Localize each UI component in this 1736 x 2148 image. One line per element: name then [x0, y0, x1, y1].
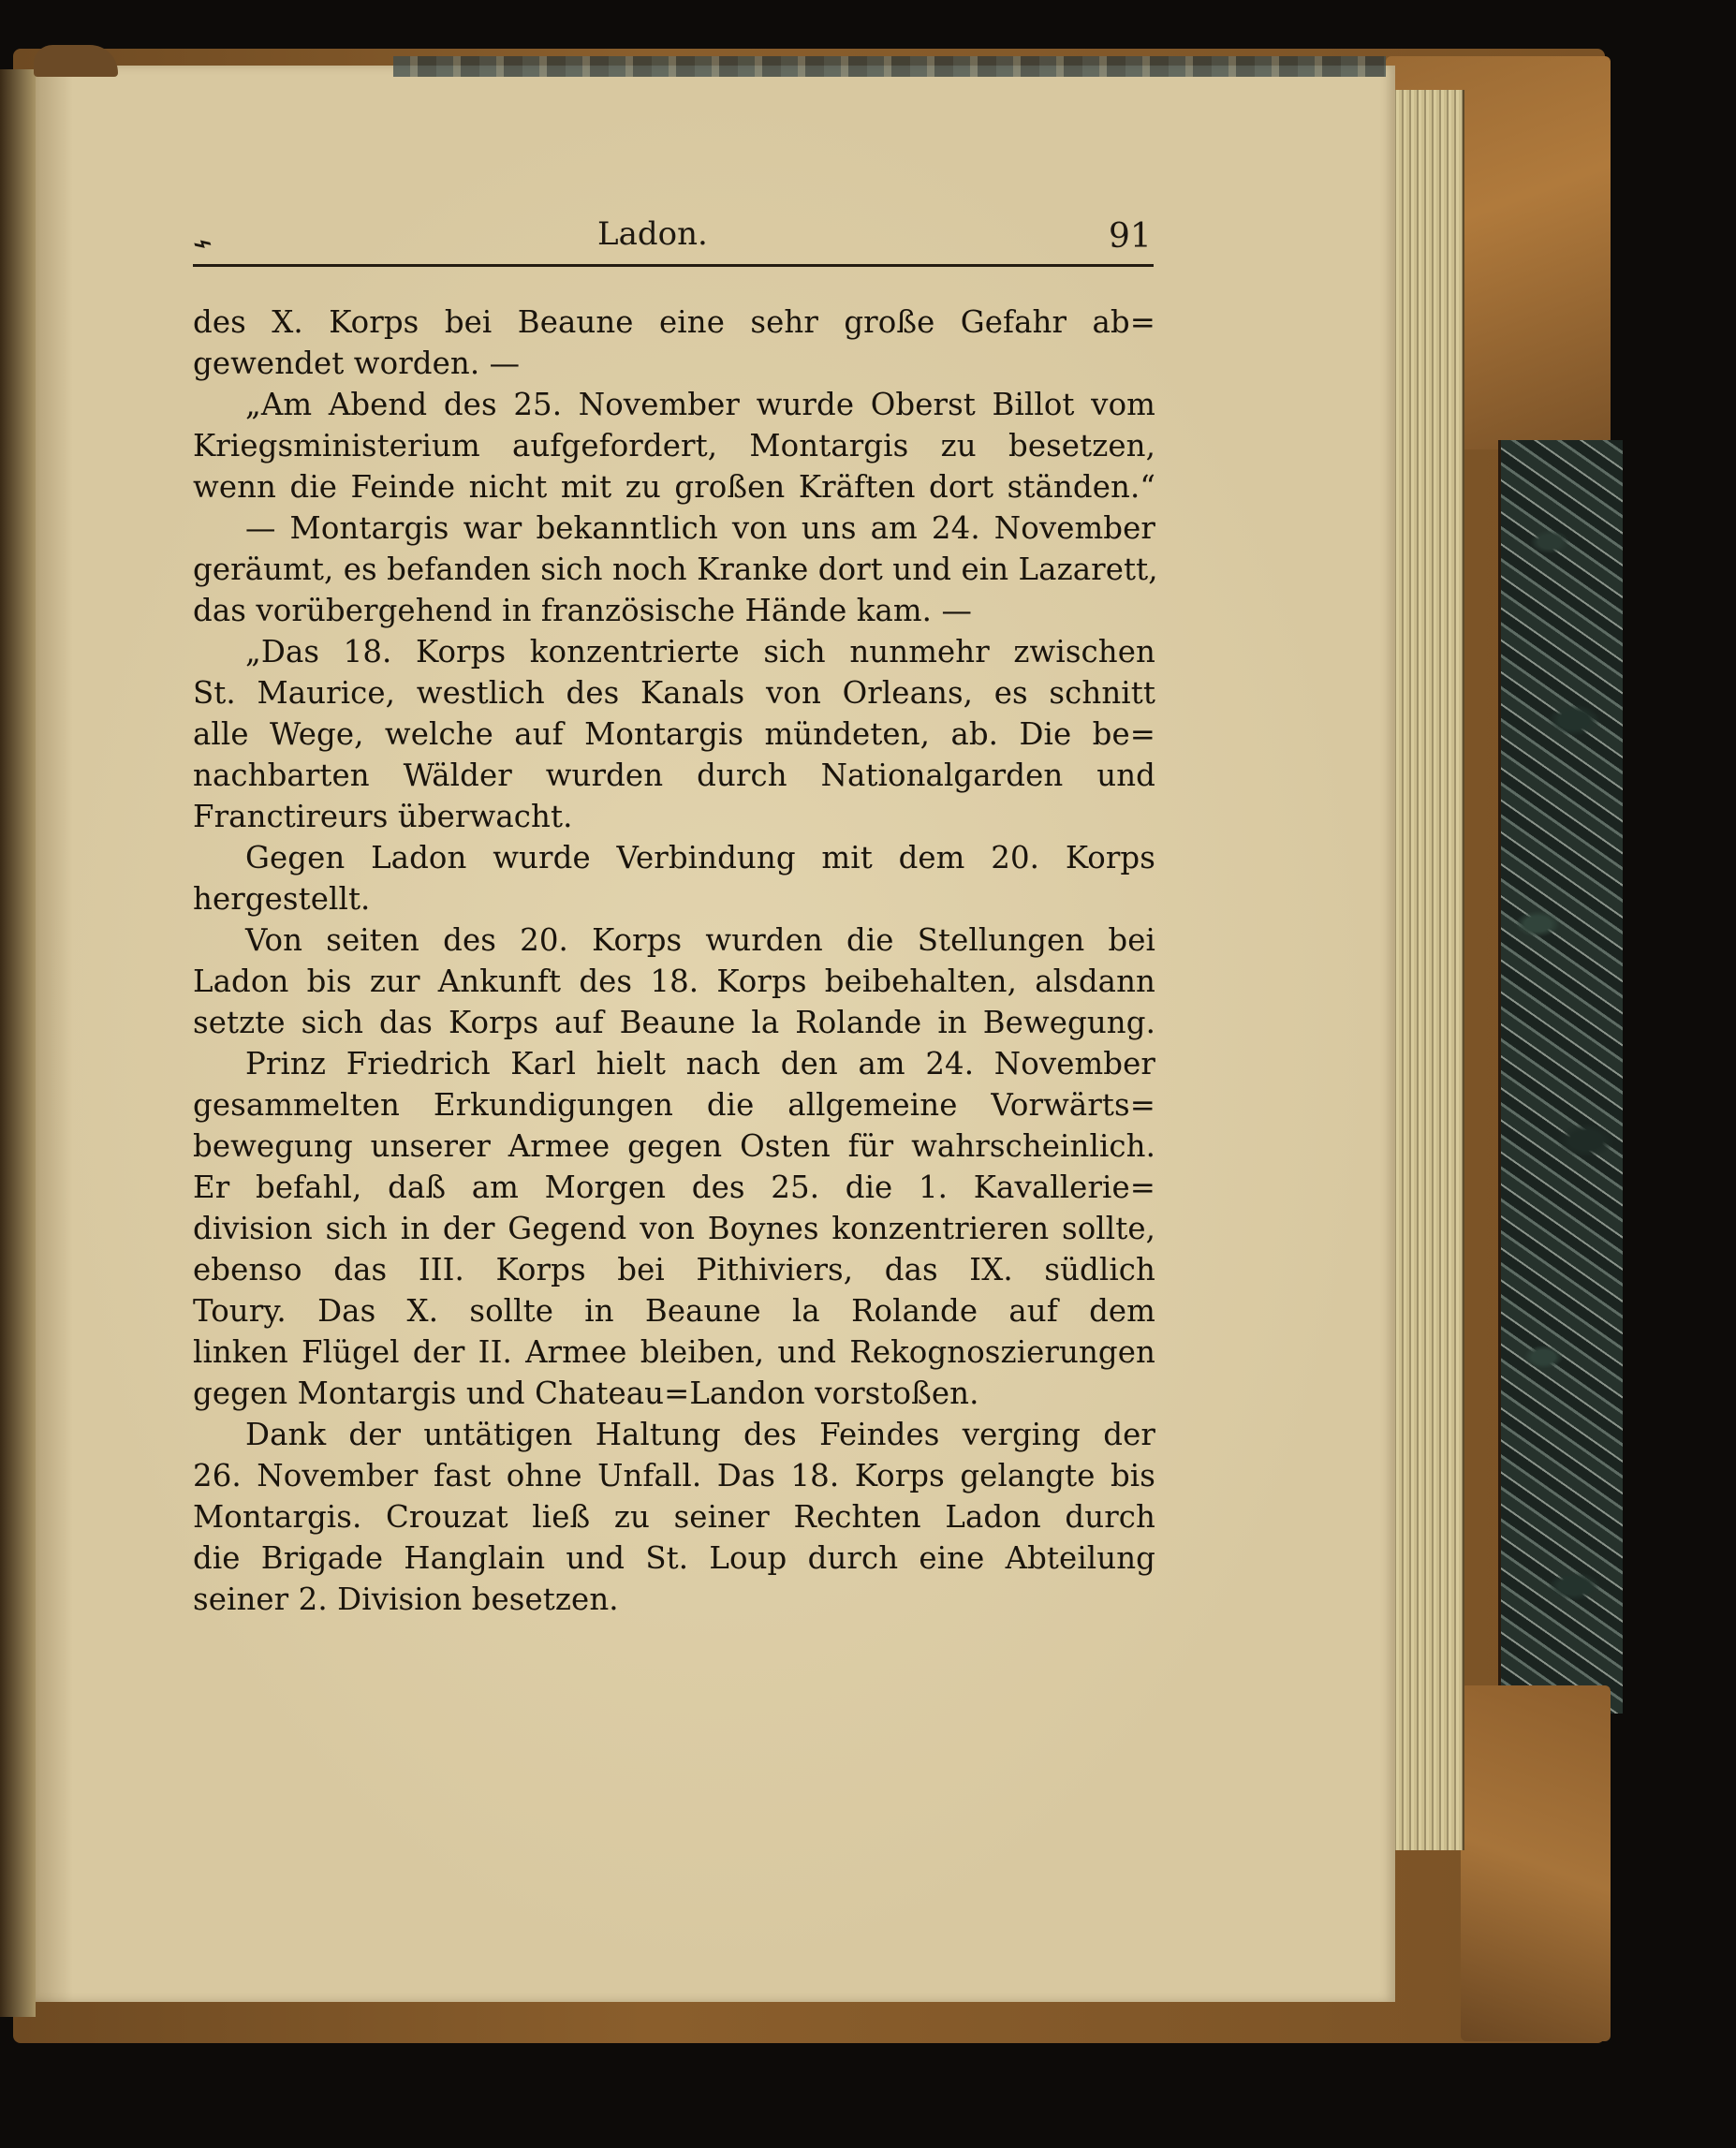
text-line: gegen Montargis und Chateau=Landon vorstoßen.: [193, 1376, 979, 1411]
body-text: [193, 302, 1158, 1620]
text-line: bewegung unserer Armee gegen Osten für wahrscheinlich.: [193, 1128, 1155, 1164]
text-line: St. Maurice, westlich des Kanals von Orleans, es schnitt: [193, 675, 1155, 711]
text-line: Franctireurs überwacht.: [193, 799, 573, 834]
text-line: Dank der untätigen Haltung des Feindes verging der: [245, 1417, 1155, 1452]
text-line: nachbarten Wälder wurden durch Nationalgarden und: [193, 758, 1155, 793]
text-line: Von seiten des 20. Korps wurden die Stellungen bei: [245, 922, 1155, 958]
printer-mark-icon: ⌁: [187, 222, 218, 265]
text-line: des X. Korps bei Beaune eine sehr große Gefahr ab=: [193, 304, 1155, 340]
text-line: „Am Abend des 25. November wurde Oberst Billot vom: [245, 387, 1155, 422]
header-rule: [193, 264, 1154, 267]
text-line: geräumt, es befanden sich noch Kranke dort und ein Lazarett,: [193, 552, 1158, 587]
text-line: division sich in der Gegend von Boynes konzentrieren sollte,: [193, 1211, 1155, 1246]
text-line: Er befahl, daß am Morgen des 25. die 1. Kavallerie=: [193, 1170, 1155, 1205]
text-line: seiner 2. Division besetzen.: [193, 1582, 619, 1617]
text-line: 26. November fast ohne Unfall. Das 18. Korps gelangte bis: [193, 1458, 1155, 1493]
page-number: 91: [1109, 217, 1152, 256]
text-line: Gegen Ladon wurde Verbindung mit dem 20. Korps: [245, 840, 1155, 875]
text-line: setzte sich das Korps auf Beaune la Rolande in Bewegung.: [193, 1005, 1155, 1040]
text-line: — Montargis war bekanntlich von uns am 24. November: [245, 510, 1155, 546]
text-line: alle Wege, welche auf Montargis mündeten, ab. Die be=: [193, 716, 1155, 752]
text-line: wenn die Feinde nicht mit zu großen Kräften dort ständen.“: [193, 469, 1155, 505]
corner-wear: [34, 45, 118, 77]
marbled-cover-panel: [1498, 440, 1623, 1714]
text-line: hergestellt.: [193, 881, 371, 917]
leather-binding-bottom: [1461, 1685, 1611, 2041]
spine-wear: [393, 56, 1386, 77]
text-line: Kriegsministerium aufgefordert, Montargis zu besetzen,: [193, 428, 1155, 463]
text-line: ebenso das III. Korps bei Pithiviers, das IX. südlich: [193, 1252, 1155, 1287]
text-line: Toury. Das X. sollte in Beaune la Rolande auf dem: [193, 1293, 1155, 1329]
text-line: Prinz Friedrich Karl hielt nach den am 24. November: [245, 1046, 1155, 1081]
text-line: linken Flügel der II. Armee bleiben, und Rekognoszierungen: [193, 1334, 1155, 1370]
facing-page-edge: [0, 69, 36, 2017]
page-block-edges: [1391, 90, 1464, 1850]
text-line: die Brigade Hanglain und St. Loup durch eine Abteilung: [193, 1540, 1155, 1576]
text-line: Montargis. Crouzat ließ zu seiner Rechten Ladon durch: [193, 1499, 1155, 1535]
text-line: Ladon bis zur Ankunft des 18. Korps beibehalten, alsdann: [193, 964, 1155, 999]
text-line: das vorübergehend in französische Hände kam. —: [193, 593, 972, 628]
text-line: gesammelten Erkundigungen die allgemeine Vorwärts=: [193, 1087, 1155, 1123]
text-line: gewendet worden. —: [193, 346, 521, 381]
running-head: Ladon.: [597, 215, 708, 253]
text-line: „Das 18. Korps konzentrierte sich nunmehr zwischen: [245, 634, 1155, 669]
